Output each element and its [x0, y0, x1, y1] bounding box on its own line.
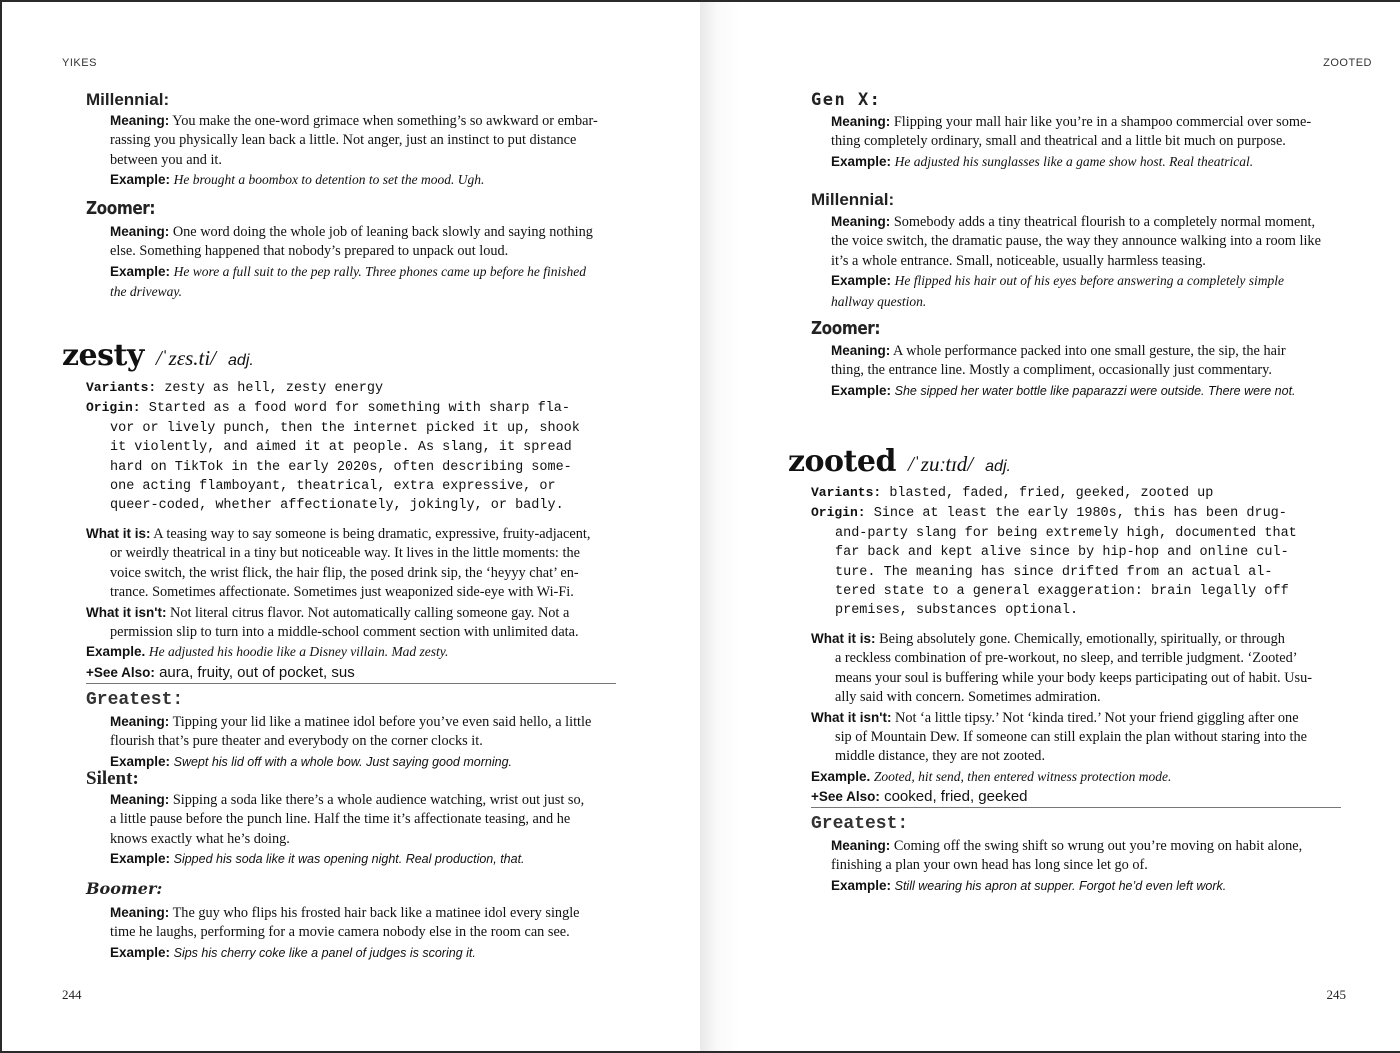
- meaning-text: Tipping your lid like a matinee idol before you’ve even said hello, a little: [172, 714, 592, 730]
- headword: zooted: [788, 444, 896, 479]
- variants-label: Variants:: [811, 485, 882, 500]
- what-it-isnt-text: sip of Mountain Dew. If someone can still explain the plan without staring into the: [835, 729, 1307, 746]
- see-also-text: aura, fruity, out of pocket, sus: [159, 663, 355, 681]
- what-it-isnt-label: What it isn't:: [86, 604, 167, 620]
- example-text: Zooted, hit send, then entered witness protection mode.: [873, 768, 1172, 784]
- zoomer-entry: [807, 341, 1296, 401]
- meaning-text: thing completely ordinary, small and theatrical and a little bit much on purpose.: [831, 133, 1286, 150]
- example-label: Example:: [110, 944, 171, 960]
- example-text: Swept his lid off with a whole bow. Just saying good morning.: [173, 754, 512, 769]
- zesty-etymology: [86, 378, 580, 516]
- zooted-definition: [811, 629, 1312, 807]
- pronunciation: /ˈzɛs.ti/: [155, 346, 217, 370]
- generation-heading-zoomer: Zoomer:: [86, 198, 156, 219]
- what-it-isnt-text: permission slip to turn into a middle-school comment section with unlimited data.: [110, 624, 579, 641]
- page-number: 244: [62, 987, 82, 1002]
- origin-text: hard on TikTok in the early 2020s, often describing some-: [110, 459, 572, 475]
- running-head: ZOOTED: [1323, 57, 1372, 69]
- meaning-label: Meaning:: [110, 905, 170, 920]
- variants-label: Variants:: [86, 380, 157, 395]
- example-label: Example:: [831, 877, 892, 893]
- what-it-is-label: What it is:: [86, 526, 151, 541]
- generation-heading-greatest: Greatest:: [811, 814, 909, 834]
- headword-zooted: [788, 444, 1011, 479]
- example-text: Sips his cherry coke like a panel of judges is scoring it.: [173, 945, 476, 960]
- example-text: He flipped his hair out of his eyes before answering a completely simple: [894, 273, 1285, 289]
- meaning-text: thing, the entrance line. Mostly a compliment, occasionally just commentary.: [831, 362, 1272, 379]
- origin-text: vor or lively punch, then the internet picked it up, shook: [110, 420, 580, 436]
- zooted-etymology: [811, 483, 1297, 621]
- generation-heading-silent: Silent:: [86, 768, 139, 789]
- generation-heading-genx: Gen X:: [811, 90, 882, 110]
- origin-text: Started as a food word for something with sharp fla-: [148, 401, 570, 417]
- generation-heading-greatest: Greatest:: [86, 690, 184, 710]
- silent-entry: [86, 790, 584, 870]
- section-divider: [811, 807, 1341, 808]
- example-label: Example:: [110, 851, 171, 867]
- right-page: [700, 2, 1400, 1051]
- example-label: Example:: [110, 172, 171, 188]
- what-it-isnt-text: Not ‘a little tipsy.’ Not ‘kinda tired.’ Not your friend giggling after one: [895, 709, 1299, 726]
- generation-heading-zoomer: Zoomer:: [811, 318, 881, 339]
- zesty-definition: [86, 524, 590, 682]
- boomer-entry: [86, 903, 580, 963]
- meaning-text: flourish that’s pure theater and everybody on the corner clocks it.: [110, 733, 483, 750]
- what-it-is-text: trance. Sometimes affectionate. Sometimes just weaponized side-eye with Wi-Fi.: [110, 584, 574, 601]
- example-label: Example:: [831, 273, 892, 289]
- meaning-text: You make the one-word grimace when something’s so awkward or embar-: [172, 113, 598, 129]
- genx-entry: [807, 112, 1311, 172]
- what-it-is-text: Being absolutely gone. Chemically, emotionally, spiritually, or through: [879, 631, 1285, 647]
- origin-text: and-party slang for being extremely high, documented that: [835, 525, 1297, 541]
- meaning-text: time he laughs, performing for a movie camera nobody else in the room can see.: [110, 924, 570, 941]
- origin-text: Since at least the early 1980s, this has been drug-: [873, 506, 1287, 522]
- example-text: She sipped her water bottle like paparazzi were outside. There were not.: [894, 383, 1296, 398]
- left-page: [2, 2, 700, 1051]
- millennial-entry: [807, 212, 1321, 312]
- example-text: He wore a full suit to the pep rally. Three phones came up before he finished: [173, 263, 587, 279]
- variants-text: zesty as hell, zesty energy: [164, 381, 384, 396]
- meaning-text: One word doing the whole job of leaning back slowly and saying nothing: [172, 224, 593, 240]
- see-also-text: cooked, fried, geeked: [884, 788, 1028, 806]
- example-label: Example:: [831, 153, 892, 169]
- what-it-is-text: ally said with concern. Sometimes admiration.: [835, 689, 1101, 706]
- meaning-text: the voice switch, the dramatic pause, the way they announce walking into a room like: [831, 233, 1321, 250]
- what-it-is-text: a reckless combination of pre-workout, no sleep, and terrible judgment. ‘Zooted’: [835, 650, 1298, 667]
- what-it-is-text: or weirdly theatrical in a tiny but noticeable way. It lives in the little moments: the: [110, 545, 580, 562]
- origin-text: premises, substances optional.: [835, 603, 1079, 619]
- origin-label: Origin:: [811, 505, 866, 521]
- example-text: Sipped his soda like it was opening night. Real production, that.: [173, 852, 525, 867]
- origin-text: ture. The meaning has since drifted from an actual al-: [835, 564, 1273, 580]
- meaning-label: Meaning:: [110, 714, 170, 729]
- zoomer-entry: [86, 222, 593, 303]
- meaning-label: Meaning:: [831, 214, 891, 229]
- millennial-entry: [86, 111, 598, 191]
- meaning-text: rassing you physically lean back a little. Not anger, just an instinct to put distance: [110, 132, 577, 149]
- meaning-text: a little pause before the punch line. Half the time it’s affectionate teasing, and he: [110, 811, 571, 828]
- what-it-is-text: A teasing way to say someone is being dramatic, expressive, fruity-adjacent,: [153, 526, 591, 542]
- example-text: the driveway.: [110, 284, 182, 300]
- origin-text: it violently, and aimed it at people. As slang, it spread: [110, 440, 572, 456]
- headword-zesty: [62, 338, 254, 373]
- origin-text: queer-coded, whether affectionately, jokingly, or badly.: [110, 498, 564, 514]
- what-it-isnt-label: What it isn't:: [811, 709, 892, 725]
- meaning-text: A whole performance packed into one small gesture, the sip, the hair: [893, 343, 1286, 359]
- example-label: Example:: [110, 263, 171, 279]
- see-also-label: +See Also:: [811, 789, 880, 805]
- see-also-label: +See Also:: [86, 664, 155, 680]
- meaning-label: Meaning:: [831, 838, 891, 853]
- example-label: Example.: [811, 768, 871, 784]
- part-of-speech: adj.: [985, 458, 1011, 475]
- meaning-text: knows exactly what he’s doing.: [110, 830, 290, 847]
- generation-heading-boomer: Boomer:: [86, 879, 163, 898]
- example-text: Still wearing his apron at supper. Forgot he’d even left work.: [894, 878, 1227, 893]
- meaning-label: Meaning:: [831, 343, 891, 358]
- meaning-text: it’s a whole entrance. Small, noticeable, usually harmless teasing.: [831, 252, 1206, 269]
- origin-text: tered state to a general exaggeration: brain legally off: [835, 584, 1289, 600]
- what-it-is-label: What it is:: [811, 631, 876, 646]
- what-it-isnt-text: middle distance, they are not zooted.: [835, 748, 1046, 765]
- meaning-text: finishing a plan your own head has long since let go of.: [831, 857, 1148, 874]
- meaning-label: Meaning:: [110, 224, 170, 239]
- example-text: He adjusted his hoodie like a Disney villain. Mad zesty.: [148, 644, 449, 660]
- example-text: He brought a boombox to detention to set the mood. Ugh.: [173, 172, 485, 188]
- headword: zesty: [62, 338, 144, 373]
- example-label: Example:: [831, 382, 892, 398]
- example-text: hallway question.: [831, 293, 927, 309]
- pronunciation: /ˈzuːtɪd/: [907, 452, 974, 476]
- origin-label: Origin:: [86, 400, 141, 416]
- running-head: YIKES: [62, 57, 97, 69]
- page-number: 245: [1326, 987, 1346, 1002]
- meaning-text: Somebody adds a tiny theatrical flourish to a completely normal moment,: [893, 214, 1316, 230]
- meaning-text: between you and it.: [110, 151, 222, 168]
- what-it-is-text: voice switch, the wrist flick, the hair flip, the posed drink sip, the ‘heyyy chat’ en-: [110, 564, 579, 581]
- generation-heading-millennial: Millennial:: [86, 90, 170, 109]
- example-label: Example:: [110, 753, 171, 769]
- meaning-text: Flipping your mall hair like you’re in a shampoo commercial over some-: [893, 114, 1312, 130]
- what-it-is-text: means your soul is buffering while your body keeps participating out of habit. Usu-: [835, 669, 1313, 686]
- generation-heading-millennial: Millennial:: [811, 190, 895, 209]
- origin-text: one acting flamboyant, theatrical, extra expressive, or: [110, 479, 556, 495]
- meaning-text: Sipping a soda like there’s a whole audience watching, wrist out just so,: [172, 792, 585, 808]
- meaning-text: else. Something happened that nobody’s prepared to unpack out loud.: [110, 243, 509, 260]
- meaning-label: Meaning:: [110, 113, 170, 128]
- variants-text: blasted, faded, fried, geeked, zooted up: [889, 486, 1214, 501]
- section-divider: [86, 683, 616, 684]
- meaning-label: Meaning:: [110, 792, 170, 807]
- meaning-text: Coming off the swing shift so wrung out you’re moving on habit alone,: [893, 838, 1303, 854]
- part-of-speech: adj.: [228, 352, 254, 369]
- greatest-entry: [86, 712, 591, 772]
- example-label: Example.: [86, 644, 146, 660]
- origin-text: far back and kept alive since by hip-hop and online cul-: [835, 545, 1289, 561]
- what-it-isnt-text: Not literal citrus flavor. Not automatically calling someone gay. Not a: [170, 604, 570, 621]
- meaning-text: The guy who flips his frosted hair back like a matinee idol every single: [172, 905, 580, 921]
- greatest-entry: [807, 836, 1302, 896]
- example-text: He adjusted his sunglasses like a game show host. Real theatrical.: [894, 153, 1254, 169]
- meaning-label: Meaning:: [831, 114, 891, 129]
